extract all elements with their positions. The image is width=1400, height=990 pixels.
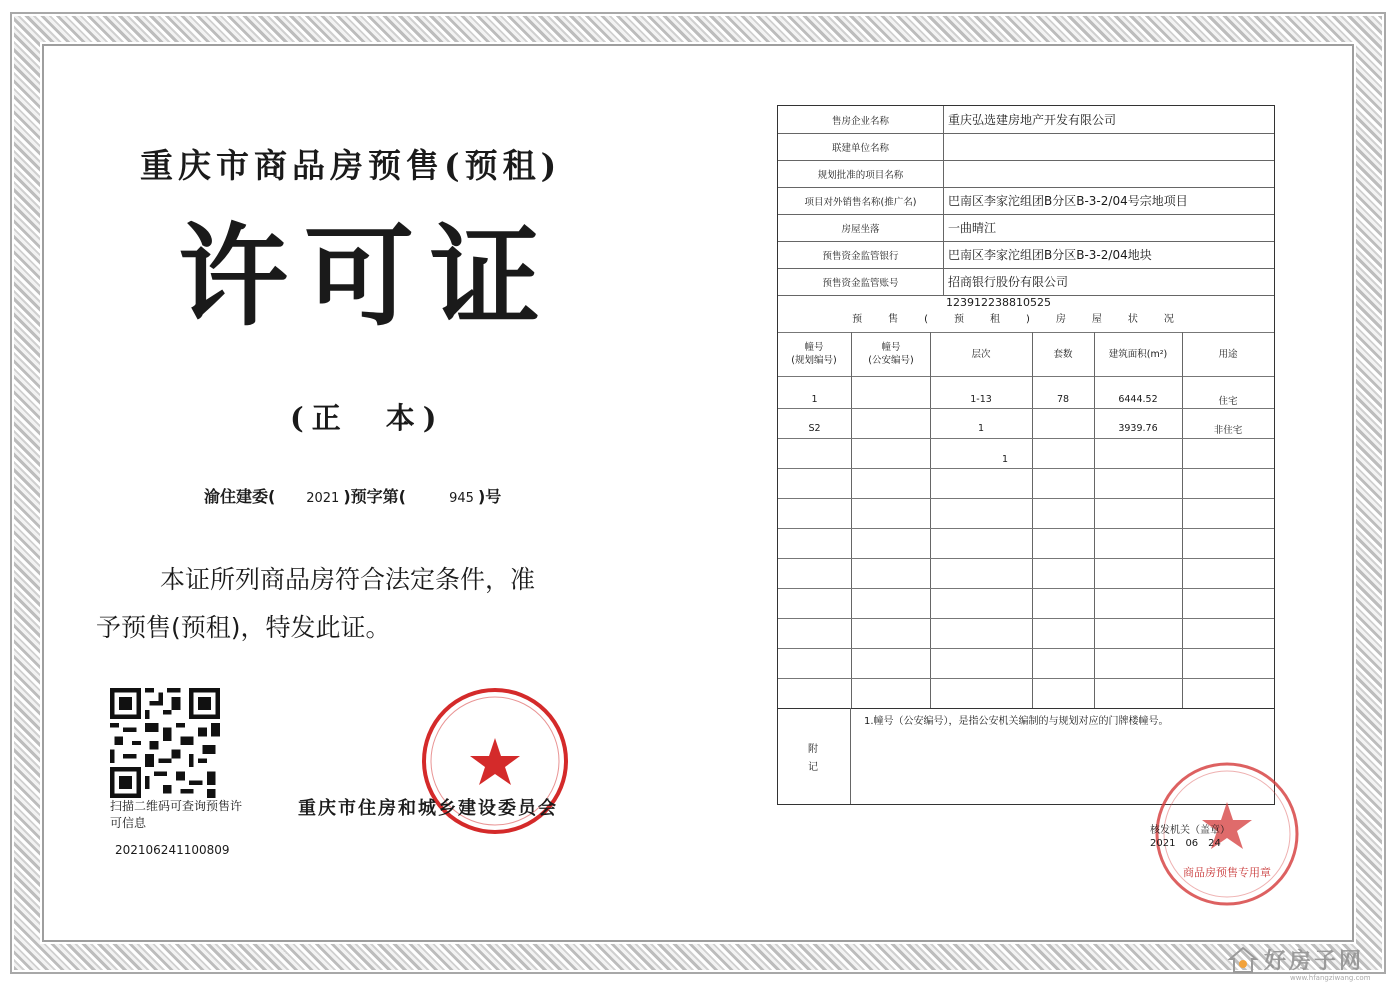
table-cell: 78: [1056, 394, 1070, 405]
table-cell: 1: [811, 394, 818, 405]
col-header: 套数: [1053, 349, 1073, 360]
permit-year: 2021: [306, 491, 340, 506]
register-label: 预售资金监管账号: [778, 268, 944, 295]
register-label: 联建单位名称: [778, 133, 944, 160]
table-cell: 1-13: [970, 394, 992, 405]
table-cell: 6444.52: [1118, 394, 1158, 405]
col-header: 幢号 (规划编号): [791, 342, 837, 366]
register-label: 房屋坐落: [778, 214, 944, 241]
register-row-project-name: [778, 160, 1274, 188]
seal-bottom-text: 商品房预售专用章: [1183, 866, 1271, 879]
table-divider: [778, 528, 1274, 529]
watermark-url: www.hfangziwang.com: [1290, 974, 1371, 982]
register-label: 售房企业名称: [778, 106, 944, 133]
table-cell: 住宅: [1218, 396, 1238, 407]
register-value: 重庆弘选建房地产开发有限公司: [948, 113, 1117, 127]
issue-date-block: [1150, 824, 1230, 850]
column-line: [1032, 332, 1033, 708]
remark-text: 1.幢号（公安编号），是指公安机关编制的与规划对应的门牌楼幢号。: [864, 716, 1169, 727]
register-value: 一曲晴江: [948, 221, 997, 235]
column-line: [930, 332, 931, 708]
register-row-sales-name: [778, 187, 1274, 215]
qr-caption: 扫描二维码可查询预售许可信息: [110, 799, 243, 830]
issuing-authority: 重庆市住房和城乡建设委员会: [298, 798, 558, 819]
permit-number-mid: )预字第(: [343, 487, 406, 506]
col-header: 幢号 (公安编号): [868, 342, 914, 366]
table-divider: [778, 498, 1274, 499]
register-label: 规划批准的项目名称: [778, 160, 944, 187]
col-header: 用途: [1218, 349, 1238, 360]
register-row-company: [778, 106, 1274, 134]
table-divider: [778, 708, 1274, 709]
table-divider: [778, 376, 1274, 377]
issue-date: 2021 06 24: [1150, 838, 1221, 849]
table-divider: [778, 468, 1274, 469]
registration-table: [777, 105, 1275, 805]
column-line: [851, 332, 852, 708]
watermark: [1228, 944, 1364, 975]
register-row-account: [778, 268, 1274, 296]
table-cell: 非住宅: [1213, 425, 1243, 436]
register-value: 巴南区李家沱组团B分区B-3-2/04号宗地项目: [948, 194, 1188, 208]
certificate-heading: 重庆市商品房预售(预租): [140, 146, 562, 185]
permit-number-prefix: 渝住建委(: [204, 487, 276, 506]
copy-type: (正 本): [290, 401, 445, 435]
qr-code[interactable]: [110, 688, 220, 798]
col-header: 层次: [971, 349, 991, 360]
permit-number: [204, 484, 501, 507]
watermark-text: 好房子网: [1264, 949, 1365, 974]
col-header: 建筑面积(m²): [1108, 349, 1168, 360]
table-divider: [778, 438, 1274, 439]
table-divider: [778, 678, 1274, 679]
register-row-bank: [778, 241, 1274, 269]
permit-no: 945: [449, 491, 474, 506]
certificate-body-line2: 予预售(预租)，特发此证。: [96, 613, 391, 642]
register-label: 预售资金监管银行: [778, 241, 944, 268]
column-line: [1182, 332, 1183, 708]
qr-serial-number: 202106241100809: [115, 843, 230, 857]
table-divider: [778, 618, 1274, 619]
register-value: 巴南区李家沱组团B分区B-3-2/04地块: [948, 248, 1152, 262]
table-divider: [778, 588, 1274, 589]
register-row-joint: [778, 133, 1274, 161]
certificate-title: 许可证: [178, 212, 556, 341]
table-divider: [778, 558, 1274, 559]
table-cell: S2: [808, 423, 821, 434]
column-line: [1094, 332, 1095, 708]
remark-label: 附 记: [808, 744, 818, 773]
register-label: 项目对外销售名称(推广名): [778, 187, 944, 214]
table-cell: 1: [1001, 454, 1009, 465]
table-divider: [778, 408, 1274, 409]
permit-number-suffix: )号: [477, 487, 502, 506]
house-icon: [1228, 946, 1258, 974]
section-title: 预售(预租)房屋状况: [852, 314, 1200, 325]
table-cell: 3939.76: [1118, 423, 1158, 434]
account-number: 123912238810525: [946, 296, 1051, 309]
issue-authority: 核发机关（盖章）: [1150, 825, 1230, 836]
remark-column-line: [850, 708, 851, 804]
table-cell: 1: [977, 423, 985, 434]
certificate-body-line1: 本证所列商品房符合法定条件，准: [160, 565, 536, 594]
register-row-location: [778, 214, 1274, 242]
register-value: 招商银行股份有限公司: [948, 275, 1069, 289]
table-divider: [778, 332, 1274, 333]
table-divider: [778, 648, 1274, 649]
